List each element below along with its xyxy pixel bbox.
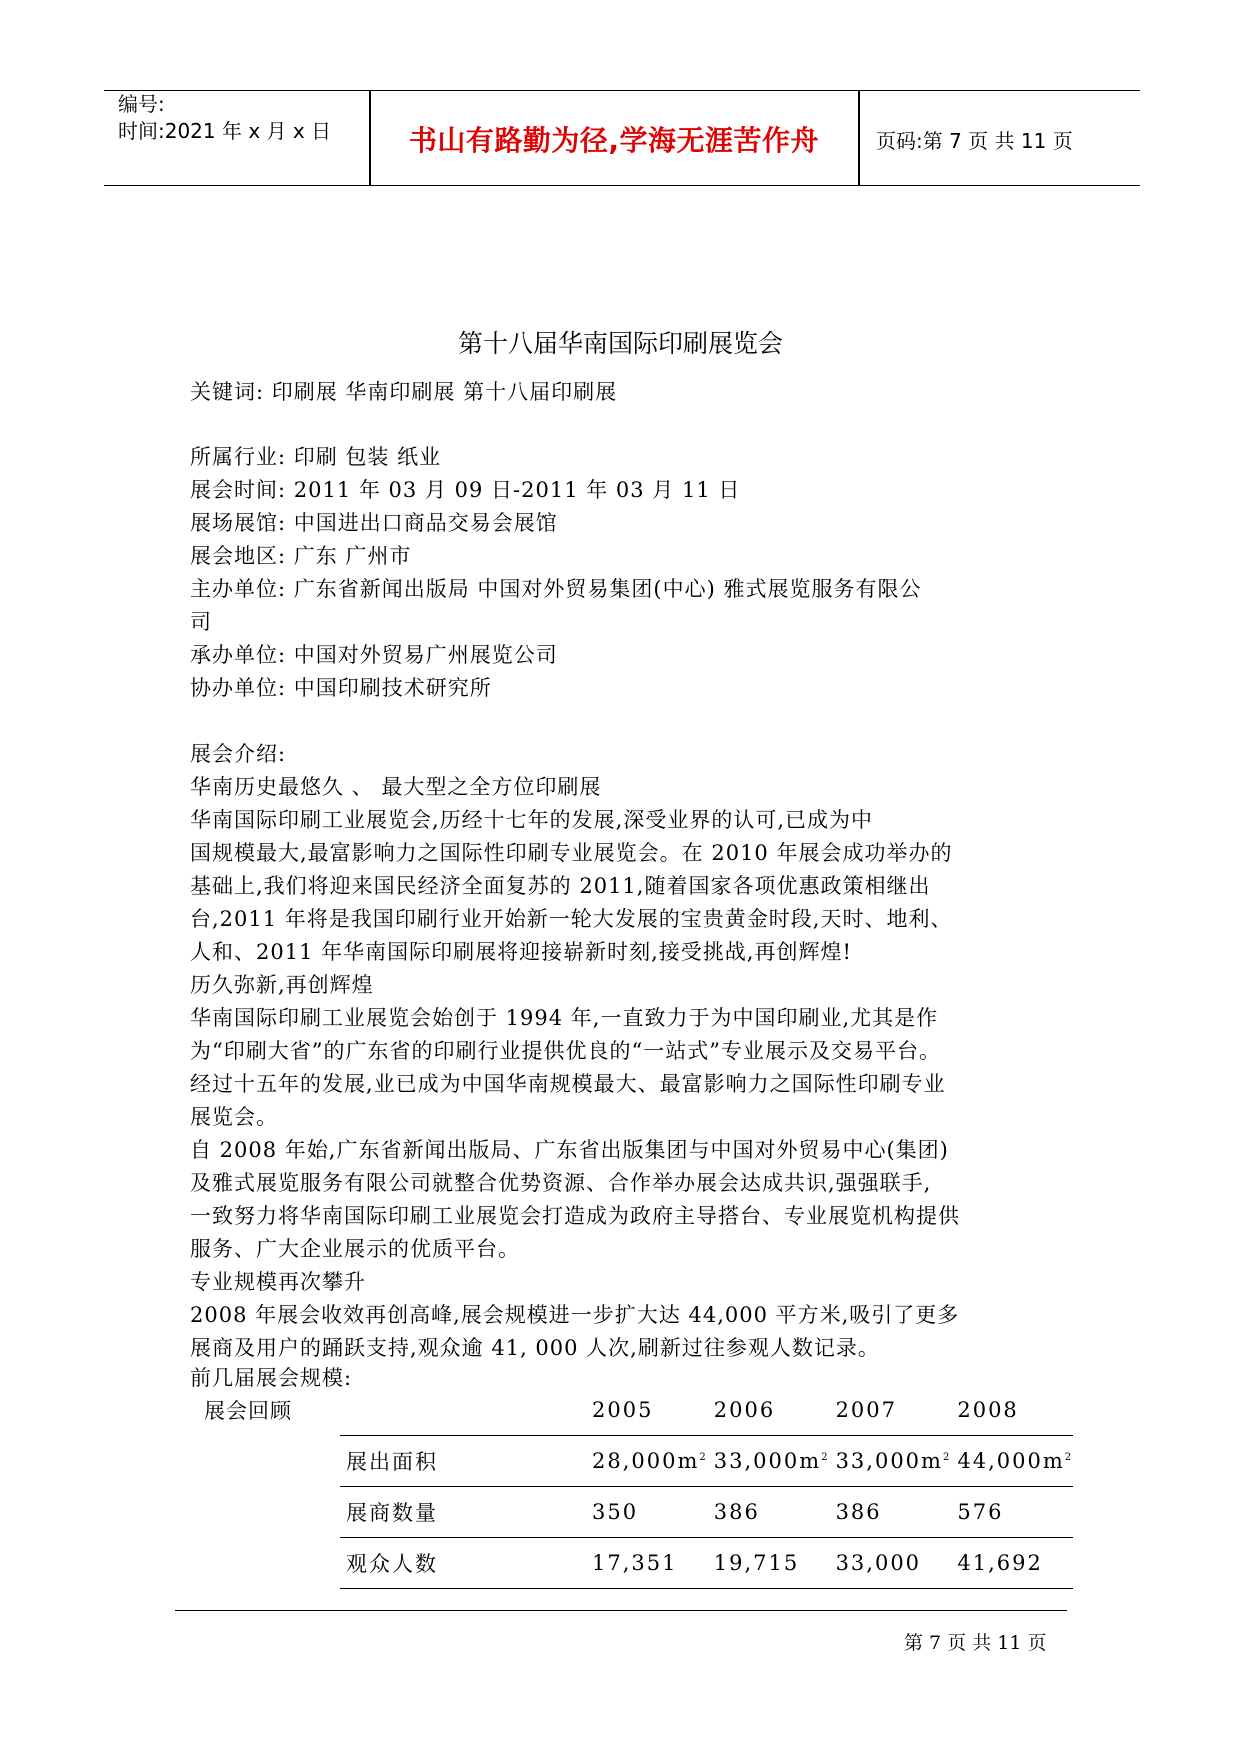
body-line: 经过十五年的发展,业已成为中国华南规模最大、最富影响力之国际性印刷专业 <box>190 1072 946 1096</box>
info-line: 展会地区: 广东 广州市 <box>190 544 412 568</box>
table-row <box>340 1538 1073 1589</box>
info-line: 主办单位: 广东省新闻出版局 中国对外贸易集团(中心) 雅式展览服务有限公 <box>190 577 922 601</box>
table-header-row <box>340 1385 1073 1436</box>
body-line: 前几届展会规模: <box>190 1366 353 1390</box>
year-header: 2006 <box>713 1398 776 1422</box>
body-line: 历久弥新,再创辉煌 <box>190 973 374 997</box>
header-meta <box>118 91 370 185</box>
footer-page-number: 第 7 页 共 11 页 <box>904 1632 1047 1654</box>
table-cell: 386 <box>708 1487 830 1538</box>
body-line: 台,2011 年将是我国印刷行业开始新一轮大发展的宝贵黄金时段,天时、地利、 <box>190 907 953 931</box>
exhibition-review-table <box>340 1385 1073 1589</box>
row-label: 观众人数 <box>340 1538 586 1589</box>
header-time: 时间:2021 年 x 月 x 日 <box>118 119 332 143</box>
document-title: 第十八届华南国际印刷展览会 <box>457 329 783 358</box>
keywords-line: 关键词: 印刷展 华南印刷展 第十八届印刷展 <box>190 380 618 404</box>
body-line: 展商及用户的踊跃支持,观众逾 41, 000 人次,刷新过往参观人数记录。 <box>190 1336 880 1360</box>
body-line: 华南历史最悠久 、 最大型之全方位印刷展 <box>190 775 602 799</box>
table-cell: $28,000m^2$ <box>586 1436 708 1487</box>
body-line: 2008 年展会收效再创高峰,展会规模进一步扩大达 44,000 平方米,吸引了更多 <box>190 1303 960 1327</box>
table-cell: $33,000m^2$ <box>708 1436 830 1487</box>
header-divider <box>858 91 860 185</box>
table-cell: 33,000 <box>830 1538 952 1589</box>
table-row <box>340 1487 1073 1538</box>
intro-heading: 展会介绍: <box>190 742 287 766</box>
header-number: 编号: <box>118 92 165 116</box>
body-line: 展览会。 <box>190 1105 278 1129</box>
table-cell: 350 <box>586 1487 708 1538</box>
info-line: 司 <box>190 610 212 634</box>
row-label: 展出面积 <box>340 1436 586 1487</box>
info-line: 展场展馆: 中国进出口商品交易会展馆 <box>190 511 558 535</box>
page-header <box>104 90 1140 186</box>
body-line: 为“印刷大省”的广东省的印刷行业提供优良的“一站式”专业展示及交易平台。 <box>190 1039 941 1063</box>
info-line: 展会时间: 2011 年 03 月 09 日-2011 年 03 月 11 日 <box>190 478 741 502</box>
table-cell: 576 <box>951 1487 1073 1538</box>
header-motto: 书山有路勤为径,学海无涯苦作舟 <box>408 124 820 157</box>
year-header: 2007 <box>835 1398 898 1422</box>
info-line: 承办单位: 中国对外贸易广州展览公司 <box>190 643 558 667</box>
table-cell: 19,715 <box>708 1538 830 1589</box>
body-line: 服务、广大企业展示的优质平台。 <box>190 1237 520 1261</box>
year-header: 2008 <box>957 1398 1019 1422</box>
table-cell: 17,351 <box>586 1538 708 1589</box>
table-cell: 41,692 <box>951 1538 1073 1589</box>
body-line: 华南国际印刷工业展览会始创于 1994 年,一直致力于为中国印刷业,尤其是作 <box>190 1006 939 1030</box>
table-row <box>340 1436 1073 1487</box>
table-cell: $44,000m^2$ <box>951 1436 1073 1487</box>
body-line: 华南国际印刷工业展览会,历经十七年的发展,深受业界的认可,已成为中 <box>190 808 874 832</box>
body-line: 基础上,我们将迎来国民经济全面复苏的 2011,随着国家各项优惠政策相继出 <box>190 874 931 898</box>
header-page-number: 页码:第 7 页 共 11 页 <box>876 129 1073 153</box>
info-line: 协办单位: 中国印刷技术研究所 <box>190 676 492 700</box>
table-cell: $33,000m^2$ <box>830 1436 952 1487</box>
year-header: 2005 <box>592 1398 654 1422</box>
body-line: 人和、2011 年华南国际印刷展将迎接崭新时刻,接受挑战,再创辉煌! <box>190 940 852 964</box>
table-cell: 386 <box>830 1487 952 1538</box>
footer-rule <box>175 1610 1067 1611</box>
body-line: 自 2008 年始,广东省新闻出版局、广东省出版集团与中国对外贸易中心(集团) <box>190 1138 949 1162</box>
body-line: 国规模最大,最富影响力之国际性印刷专业展览会。在 2010 年展会成功举办的 <box>190 841 953 865</box>
row-label: 展商数量 <box>340 1487 586 1538</box>
body-line: 及雅式展览服务有限公司就整合优势资源、合作举办展会达成共识,强强联手, <box>190 1171 932 1195</box>
table-caption: 展会回顾 <box>204 1399 292 1423</box>
info-line: 所属行业: 印刷 包装 纸业 <box>190 445 442 469</box>
body-line: 一致努力将华南国际印刷工业展览会打造成为政府主导搭台、专业展览机构提供 <box>190 1204 960 1228</box>
body-line: 专业规模再次攀升 <box>190 1270 366 1294</box>
